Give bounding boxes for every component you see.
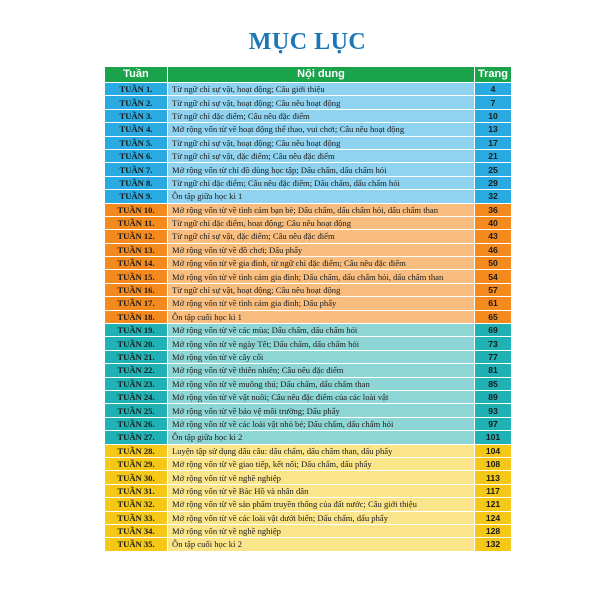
table-row[interactable] [105,96,512,109]
table-row[interactable] [105,310,512,323]
week-cell: TUẦN 2. [105,96,168,109]
page-number-cell: 128 [475,524,512,537]
week-cell: TUẦN 22. [105,364,168,377]
content-cell: Mở rộng vốn từ về tình cảm bạn bè; Dấu chấm, dấu chấm hỏi, dấu chấm than [168,203,475,216]
table-row[interactable] [105,498,512,511]
content-cell: Mở rộng vốn từ về muông thú; Dấu chấm, dấu chấm than [168,377,475,390]
content-cell: Luyện tập sử dụng dấu câu: dấu chấm, dấu chấm than, dấu phẩy [168,444,475,457]
content-cell: Mở rộng vốn từ về tình cảm gia đình; Dấu phẩy [168,297,475,310]
content-cell: Mở rộng vốn từ về các loài vật nhỏ bé; Dấu chấm, dấu chấm hỏi [168,417,475,430]
page-number-cell: 54 [475,270,512,283]
content-cell: Mở rộng vốn từ về sản phẩm truyền thống của đất nước; Câu giới thiệu [168,498,475,511]
table-row[interactable] [105,136,512,149]
page-number-cell: 104 [475,444,512,457]
content-cell: Từ ngữ chỉ đặc điểm, hoạt động; Câu nêu hoạt động [168,216,475,229]
table-row[interactable] [105,524,512,537]
table-row[interactable] [105,176,512,189]
page-number-cell: 117 [475,484,512,497]
week-cell: TUẦN 6. [105,149,168,162]
content-cell: Mở rộng vốn từ về thiên nhiên; Câu nêu đặc điểm [168,364,475,377]
week-cell: TUẦN 4. [105,123,168,136]
content-cell: Từ ngữ chỉ đặc điểm; Câu nêu đặc điểm [168,109,475,122]
content-cell: Từ ngữ chỉ sự vật, đặc điểm; Câu nêu đặc điểm [168,230,475,243]
page-number-cell: 101 [475,431,512,444]
content-cell: Mở rộng vốn từ về nghề nghiệp [168,524,475,537]
page-number-cell: 32 [475,190,512,203]
page-number-cell: 108 [475,457,512,470]
table-row[interactable] [105,324,512,337]
week-cell: TUẦN 23. [105,377,168,390]
page-number-cell: 10 [475,109,512,122]
week-cell: TUẦN 10. [105,203,168,216]
table-row[interactable] [105,270,512,283]
content-cell: Mở rộng vốn từ về vật nuôi; Câu nêu đặc điểm của các loài vật [168,390,475,403]
content-cell: Mở rộng vốn từ về hoạt động thể thao, vui chơi; Câu nêu hoạt động [168,123,475,136]
week-cell: TUẦN 16. [105,283,168,296]
page-number-cell: 46 [475,243,512,256]
week-cell: TUẦN 35. [105,538,168,551]
content-cell: Mở rộng vốn từ về giao tiếp, kết nối; Dấu chấm, dấu phẩy [168,457,475,470]
week-cell: TUẦN 15. [105,270,168,283]
toc-body [105,83,512,552]
toc-table [104,66,512,552]
content-cell: Từ ngữ chỉ sự vật, hoạt động; Câu nêu hoạt động [168,136,475,149]
content-cell: Từ ngữ chỉ sự vật, hoạt động; Câu nêu hoạt động [168,96,475,109]
header-week: Tuần [105,67,168,83]
header-content: Nội dung [168,67,475,83]
page-number-cell: 93 [475,404,512,417]
content-cell: Ôn tập cuối học kì 2 [168,538,475,551]
content-cell: Ôn tập giữa học kì 1 [168,190,475,203]
page-number-cell: 25 [475,163,512,176]
table-row[interactable] [105,203,512,216]
page-number-cell: 57 [475,283,512,296]
table-row[interactable] [105,364,512,377]
week-cell: TUẦN 32. [105,498,168,511]
week-cell: TUẦN 19. [105,324,168,337]
table-row[interactable] [105,417,512,430]
week-cell: TUẦN 20. [105,337,168,350]
week-cell: TUẦN 25. [105,404,168,417]
week-cell: TUẦN 31. [105,484,168,497]
page-number-cell: 36 [475,203,512,216]
page-number-cell: 7 [475,96,512,109]
week-cell: TUẦN 9. [105,190,168,203]
page-number-cell: 69 [475,324,512,337]
week-cell: TUẦN 11. [105,216,168,229]
page-number-cell: 43 [475,230,512,243]
table-row[interactable] [105,444,512,457]
content-cell: Mở rộng vốn từ chỉ đồ dùng học tập; Dấu chấm, dấu chấm hỏi [168,163,475,176]
table-row[interactable] [105,257,512,270]
table-row[interactable] [105,471,512,484]
table-row[interactable] [105,83,512,96]
table-row[interactable] [105,538,512,551]
table-row[interactable] [105,484,512,497]
week-cell: TUẦN 8. [105,176,168,189]
content-cell: Mở rộng vốn từ về tình cảm gia đình; Dấu chấm, dấu chấm hỏi, dấu chấm than [168,270,475,283]
week-cell: TUẦN 13. [105,243,168,256]
page-number-cell: 132 [475,538,512,551]
header-page: Trang [475,67,512,83]
week-cell: TUẦN 30. [105,471,168,484]
page-number-cell: 81 [475,364,512,377]
table-row[interactable] [105,377,512,390]
page-number-cell: 89 [475,390,512,403]
content-cell: Mở rộng vốn từ về gia đình, từ ngữ chỉ đặc điểm; Câu nêu đặc điểm [168,257,475,270]
table-row[interactable] [105,109,512,122]
week-cell: TUẦN 5. [105,136,168,149]
page-number-cell: 40 [475,216,512,229]
table-row[interactable] [105,337,512,350]
week-cell: TUẦN 29. [105,457,168,470]
week-cell: TUẦN 18. [105,310,168,323]
page-number-cell: 13 [475,123,512,136]
content-cell: Mở rộng vốn từ về nghề nghiệp [168,471,475,484]
table-row[interactable] [105,149,512,162]
week-cell: TUẦN 12. [105,230,168,243]
table-row[interactable] [105,230,512,243]
table-row[interactable] [105,297,512,310]
week-cell: TUẦN 34. [105,524,168,537]
page-number-cell: 29 [475,176,512,189]
table-row[interactable] [105,123,512,136]
content-cell: Từ ngữ chỉ đặc điểm; Câu nêu đặc điểm; Dấu chấm, dấu chấm hỏi [168,176,475,189]
page-number-cell: 61 [475,297,512,310]
content-cell: Từ ngữ chỉ sự vật, hoạt động; Câu giới thiệu [168,83,475,96]
page-number-cell: 124 [475,511,512,524]
content-cell: Ôn tập giữa học kì 2 [168,431,475,444]
page-number-cell: 21 [475,149,512,162]
week-cell: TUẦN 21. [105,350,168,363]
content-cell: Mở rộng vốn từ về các loài vật dưới biển; Dấu chấm, dấu phẩy [168,511,475,524]
table-row[interactable] [105,243,512,256]
table-row[interactable] [105,404,512,417]
week-cell: TUẦN 24. [105,390,168,403]
page-title: MỤC LỤC [248,29,367,55]
content-cell: Mở rộng vốn từ về ngày Tết; Dấu chấm, dấu chấm hỏi [168,337,475,350]
content-cell: Mở rộng vốn từ về cây cối [168,350,475,363]
table-header-row [105,67,512,83]
page-number-cell: 4 [475,83,512,96]
table-row[interactable] [105,350,512,363]
week-cell: TUẦN 17. [105,297,168,310]
page-number-cell: 73 [475,337,512,350]
week-cell: TUẦN 27. [105,431,168,444]
table-row[interactable] [105,431,512,444]
table-row[interactable] [105,457,512,470]
page-number-cell: 121 [475,498,512,511]
content-cell: Mở rộng vốn từ về các mùa; Dấu chấm, dấu chấm hỏi [168,324,475,337]
page-number-cell: 65 [475,310,512,323]
table-row[interactable] [105,511,512,524]
page-number-cell: 77 [475,350,512,363]
week-cell: TUẦN 14. [105,257,168,270]
content-cell: Từ ngữ chỉ sự vật, hoạt động; Câu nêu hoạt động [168,283,475,296]
page-number-cell: 17 [475,136,512,149]
table-row[interactable] [105,390,512,403]
week-cell: TUẦN 1. [105,83,168,96]
content-cell: Ôn tập cuối học kì 1 [168,310,475,323]
page-number-cell: 85 [475,377,512,390]
week-cell: TUẦN 3. [105,109,168,122]
page-number-cell: 97 [475,417,512,430]
content-cell: Mở rộng vốn từ về bảo vệ môi trường; Dấu phẩy [168,404,475,417]
table-row[interactable] [105,283,512,296]
page-number-cell: 50 [475,257,512,270]
table-row[interactable] [105,163,512,176]
content-cell: Từ ngữ chỉ sự vật, đặc điểm; Câu nêu đặc điểm [168,149,475,162]
table-row[interactable] [105,190,512,203]
table-row[interactable] [105,216,512,229]
content-cell: Mở rộng vốn từ về đồ chơi; Dấu phẩy [168,243,475,256]
week-cell: TUẦN 26. [105,417,168,430]
content-cell: Mở rộng vốn từ về Bác Hồ và nhân dân [168,484,475,497]
week-cell: TUẦN 33. [105,511,168,524]
week-cell: TUẦN 28. [105,444,168,457]
page-number-cell: 113 [475,471,512,484]
week-cell: TUẦN 7. [105,163,168,176]
